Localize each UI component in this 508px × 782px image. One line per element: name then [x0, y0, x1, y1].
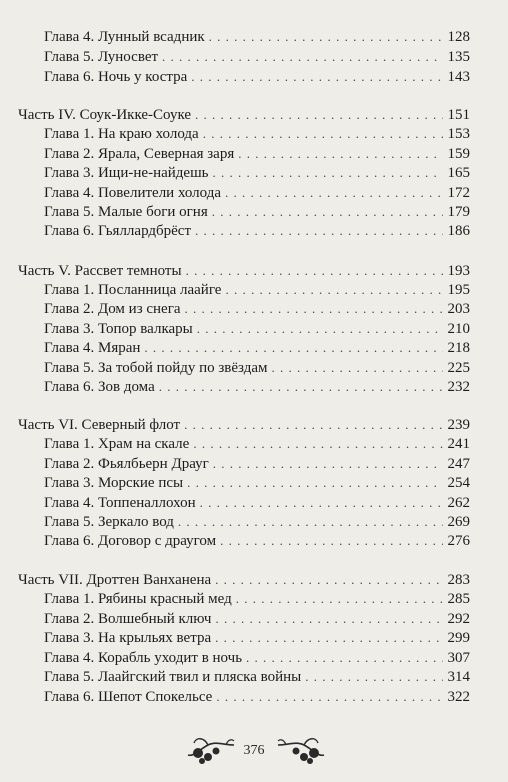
leader-dots	[220, 531, 443, 551]
chapter-title: Глава 3. Ищи-не-найдешь	[44, 165, 209, 181]
left-floral-ornament-icon	[186, 733, 236, 767]
chapter-page: 172	[447, 185, 470, 201]
toc-chapter-entry	[44, 358, 470, 378]
part-page: 239	[447, 417, 470, 433]
chapter-title: Глава 5. За тобой пойду по звёздам	[44, 360, 268, 376]
chapter-title: Глава 6. Зов дома	[44, 379, 155, 395]
chapter-page: 292	[447, 611, 470, 627]
toc-part-entry	[18, 261, 470, 281]
leader-dots	[195, 105, 443, 125]
toc-chapter-entry	[44, 163, 470, 183]
toc-chapter-entry	[44, 609, 470, 629]
toc-chapter-entry	[44, 319, 470, 339]
toc-chapter-entry	[44, 512, 470, 532]
chapter-page: 225	[447, 360, 470, 376]
chapter-title: Глава 2. Дом из снега	[44, 301, 181, 317]
chapter-page: 232	[447, 379, 470, 395]
part-title: Часть IV. Соук-Икке-Соуке	[18, 107, 192, 123]
part-title: Часть V. Рассвет темноты	[18, 263, 182, 279]
chapter-title: Глава 3. Топор валкары	[44, 321, 193, 337]
chapter-page: 285	[447, 591, 470, 607]
chapter-title: Глава 4. Мяран	[44, 340, 141, 356]
chapter-title: Глава 4. Лунный всадник	[44, 29, 205, 45]
toc-chapter-entry	[44, 280, 470, 300]
toc-chapter-entry	[44, 493, 470, 513]
chapter-title: Глава 6. Договор с драугом	[44, 533, 217, 549]
chapter-title: Глава 1. Посланница лаайге	[44, 282, 222, 298]
chapter-title: Глава 1. На краю холода	[44, 126, 199, 142]
chapter-title: Глава 3. На крыльях ветра	[44, 630, 212, 646]
page-footer	[0, 733, 508, 773]
toc-chapter-entry	[44, 434, 470, 454]
toc-part-entry	[18, 570, 470, 590]
chapter-page: 307	[447, 650, 470, 666]
leader-dots	[213, 454, 443, 474]
chapter-title: Глава 4. Повелители холода	[44, 185, 222, 201]
leader-dots	[193, 434, 443, 454]
chapter-page: 143	[447, 69, 470, 85]
leader-dots	[216, 687, 443, 707]
toc-chapter-entry	[44, 589, 470, 609]
leader-dots	[162, 47, 443, 67]
page-number: 376	[243, 743, 265, 758]
leader-dots	[186, 261, 443, 281]
part-title: Часть VII. Дроттен Ванханена	[18, 572, 212, 588]
chapter-title: Глава 6. Ночь у костра	[44, 69, 188, 85]
leader-dots	[212, 163, 443, 183]
part-page: 151	[447, 107, 470, 123]
leader-dots	[238, 144, 443, 164]
leader-dots	[187, 473, 443, 493]
leader-dots	[191, 67, 443, 87]
leader-dots	[184, 415, 443, 435]
chapter-title: Глава 6. Гьяллардбрёст	[44, 223, 192, 239]
chapter-title: Глава 6. Шепот Спокельсе	[44, 689, 213, 705]
toc-chapter-entry	[44, 338, 470, 358]
toc-chapter-entry	[44, 454, 470, 474]
leader-dots	[178, 512, 443, 532]
leader-dots	[144, 338, 443, 358]
leader-dots	[305, 667, 443, 687]
leader-dots	[200, 493, 443, 513]
leader-dots	[225, 183, 443, 203]
chapter-page: 135	[447, 49, 470, 65]
leader-dots	[195, 221, 443, 241]
right-floral-ornament-icon	[276, 733, 326, 767]
chapter-page: 241	[447, 436, 470, 452]
chapter-page: 247	[447, 456, 470, 472]
toc-chapter-entry	[44, 221, 470, 241]
chapter-title: Глава 4. Топпеналлохон	[44, 495, 196, 511]
chapter-title: Глава 2. Ярала, Северная заря	[44, 146, 235, 162]
chapter-page: 218	[447, 340, 470, 356]
toc-chapter-entry	[44, 628, 470, 648]
chapter-page: 299	[447, 630, 470, 646]
chapter-page: 269	[447, 514, 470, 530]
leader-dots	[209, 27, 443, 47]
toc-part-entry	[18, 415, 470, 435]
toc-chapter-entry	[44, 648, 470, 668]
leader-dots	[215, 628, 443, 648]
toc-chapter-entry	[44, 667, 470, 687]
toc-chapter-entry	[44, 144, 470, 164]
toc-chapter-entry	[44, 27, 470, 47]
chapter-page: 128	[447, 29, 470, 45]
chapter-title: Глава 2. Волшебный ключ	[44, 611, 212, 627]
leader-dots	[185, 299, 443, 319]
toc-chapter-entry	[44, 67, 470, 87]
chapter-title: Глава 3. Морские псы	[44, 475, 184, 491]
chapter-title: Глава 5. Малые боги огня	[44, 204, 208, 220]
leader-dots	[225, 280, 443, 300]
chapter-page: 262	[447, 495, 470, 511]
leader-dots	[203, 124, 443, 144]
chapter-page: 165	[447, 165, 470, 181]
chapter-page: 159	[447, 146, 470, 162]
leader-dots	[215, 570, 443, 590]
part-title: Часть VI. Северный флот	[18, 417, 181, 433]
toc-chapter-entry	[44, 47, 470, 67]
toc-chapter-entry	[44, 687, 470, 707]
chapter-title: Глава 1. Храм на скале	[44, 436, 190, 452]
chapter-page: 210	[447, 321, 470, 337]
chapter-page: 195	[447, 282, 470, 298]
leader-dots	[159, 377, 443, 397]
toc-chapter-entry	[44, 124, 470, 144]
chapter-title: Глава 5. Лаайгский твил и пляска войны	[44, 669, 302, 685]
chapter-title: Глава 1. Рябины красный мед	[44, 591, 232, 607]
chapter-title: Глава 4. Корабль уходит в ночь	[44, 650, 243, 666]
chapter-title: Глава 5. Зеркало вод	[44, 514, 174, 530]
chapter-title: Глава 5. Луносвет	[44, 49, 159, 65]
toc-chapter-entry	[44, 299, 470, 319]
chapter-page: 153	[447, 126, 470, 142]
leader-dots	[236, 589, 443, 609]
part-page: 193	[447, 263, 470, 279]
toc-chapter-entry	[44, 202, 470, 222]
leader-dots	[215, 609, 443, 629]
leader-dots	[197, 319, 443, 339]
chapter-page: 254	[447, 475, 470, 491]
chapter-page: 276	[447, 533, 470, 549]
toc-chapter-entry	[44, 183, 470, 203]
toc-chapter-entry	[44, 531, 470, 551]
chapter-page: 203	[447, 301, 470, 317]
chapter-page: 314	[447, 669, 470, 685]
toc-chapter-entry	[44, 473, 470, 493]
toc-chapter-entry	[44, 377, 470, 397]
part-page: 283	[447, 572, 470, 588]
chapter-page: 179	[447, 204, 470, 220]
toc-part-entry	[18, 105, 470, 125]
leader-dots	[271, 358, 443, 378]
chapter-page: 186	[447, 223, 470, 239]
chapter-page: 322	[447, 689, 470, 705]
leader-dots	[246, 648, 443, 668]
leader-dots	[212, 202, 443, 222]
chapter-title: Глава 2. Фьялбьерн Драуг	[44, 456, 209, 472]
